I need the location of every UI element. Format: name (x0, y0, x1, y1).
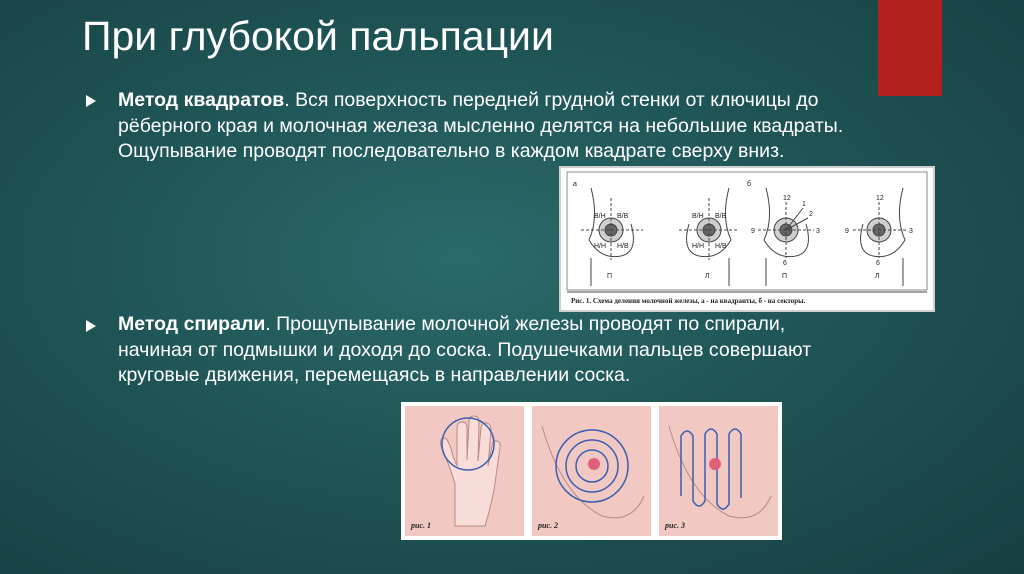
clock-label: 3 (816, 228, 820, 235)
bullet-arrow-icon (86, 95, 96, 107)
quadrant-label: В/Н (692, 213, 704, 220)
nipple-icon (588, 458, 600, 470)
nipple-icon (709, 458, 721, 470)
quadrant-label: Н/В (617, 243, 629, 250)
quadrant-label: В/В (617, 213, 629, 220)
clock-label: 3 (909, 228, 913, 235)
clock-label: 6 (783, 260, 787, 267)
quadrant-label: Н/В (715, 243, 727, 250)
side-label: П (607, 273, 613, 280)
vertical-strip-icon (681, 429, 741, 509)
bullet-arrow-icon (86, 320, 96, 332)
side-label: П (782, 273, 788, 280)
quadrant-label: В/В (715, 213, 727, 220)
side-label: Л (875, 273, 880, 280)
quadrant-label: В/Н (594, 213, 606, 220)
quadrant-label: Н/Н (692, 243, 705, 250)
quadrant-label: Н/Н (594, 243, 607, 250)
zigzag-panel (659, 406, 778, 536)
bullet-text: . Прощупывание молочной железы проводят по спирали, начиная от подмышки и доходя до соска. Подушечками пальцев совершают круговые движения, перемещаясь в направлении соска. (118, 313, 812, 386)
breast-diagram-4 (853, 188, 907, 286)
accent-bar (878, 0, 942, 96)
bullet-spiral-method (118, 312, 858, 389)
bullet-heading: Метод квадратов (118, 89, 285, 111)
palpation-figure (401, 402, 782, 540)
side-label: Л (705, 273, 710, 280)
slide-title: При глубокой пальпации (82, 13, 554, 59)
pic-caption: рис. 3 (665, 521, 685, 530)
clock-label: 12 (876, 195, 884, 202)
clock-label: 12 (783, 195, 791, 202)
breast-division-figure (559, 166, 935, 312)
breast-diagram-2 (679, 188, 739, 286)
panel-a-label: а (573, 181, 577, 188)
panel-b-label: б (747, 181, 752, 188)
breast-diagram-1 (581, 188, 643, 286)
clock-label: 2 (809, 211, 813, 218)
bullet-text: . Вся поверхность передней грудной стенки от ключицы до рёберного края и молочная железа мысленно делятся на небольшие квадраты. Ощупывание проводят последовательно в каждом квадрате сверху вниз. (118, 89, 844, 162)
clock-label: 9 (751, 228, 755, 235)
pic-caption: рис. 2 (538, 521, 558, 530)
clock-label: 6 (876, 260, 880, 267)
figure1-caption: Рис. 1. Схема деления молочной железы, а - на квадранты, б - на секторы. (571, 297, 806, 305)
bullet-heading: Метод спирали (118, 313, 266, 335)
clock-label: 1 (802, 201, 806, 208)
spiral-panel (532, 406, 651, 536)
pic-caption: рис. 1 (411, 521, 431, 530)
clock-label: 9 (845, 228, 849, 235)
hand-panel (405, 406, 524, 536)
bullet-squares-method (118, 88, 858, 165)
